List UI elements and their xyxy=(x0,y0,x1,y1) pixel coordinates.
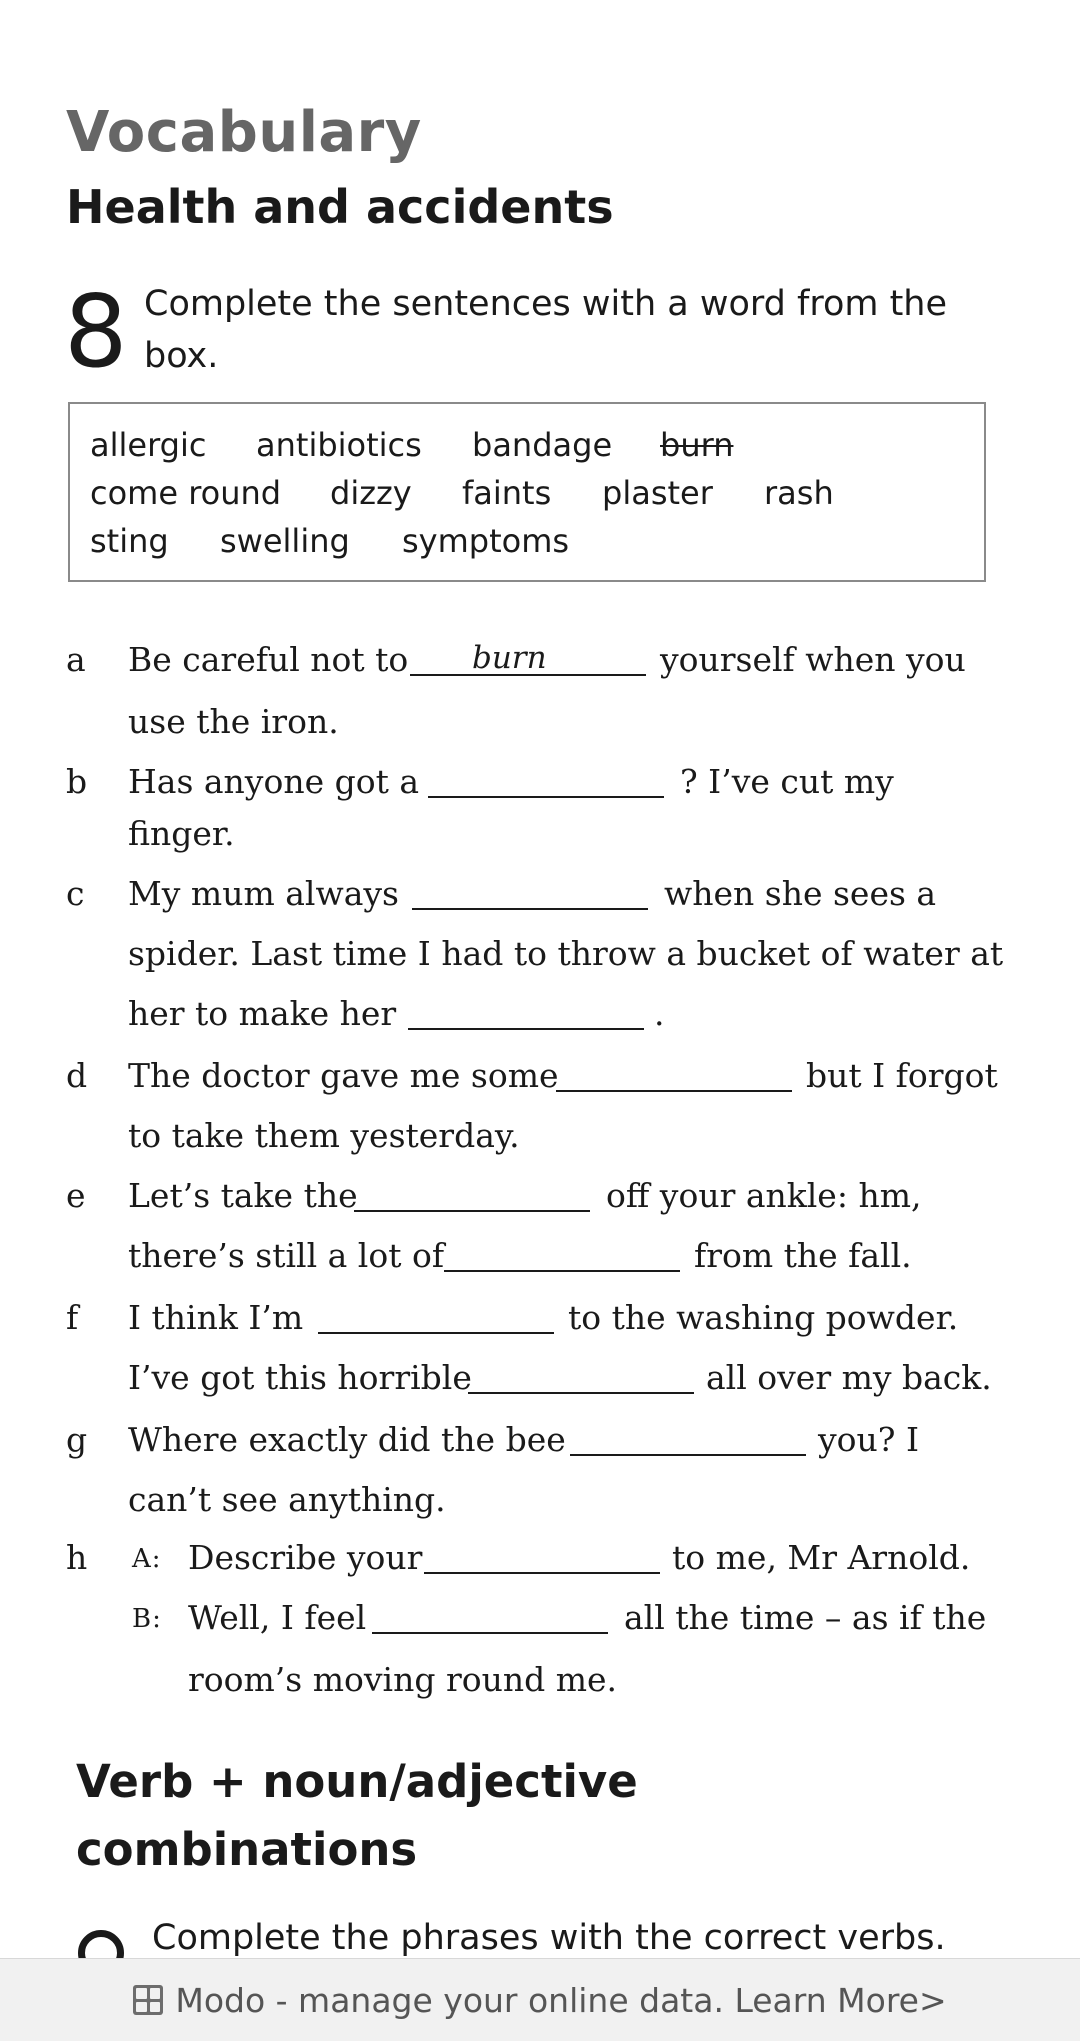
exercise-instruction: Complete the sentences with a word from the box. xyxy=(144,284,948,376)
question-text: . xyxy=(654,994,665,1033)
box-word: sting xyxy=(90,522,169,560)
question-text: off your ankle: hm, xyxy=(606,1176,922,1215)
question-text: but I forgot xyxy=(806,1056,998,1095)
question-text: Where exactly did the bee xyxy=(128,1420,566,1459)
question-letter: b xyxy=(66,762,88,801)
answer-blank[interactable] xyxy=(424,1572,660,1574)
question-text: to take them yesterday. xyxy=(128,1116,520,1155)
question-text: you? I xyxy=(818,1420,919,1459)
exercise-instruction: Complete the phrases with the correct verbs. xyxy=(152,1918,946,1958)
answer-blank[interactable] xyxy=(318,1332,554,1334)
question-text: when she sees a xyxy=(664,874,937,913)
question-text: Let’s take the xyxy=(128,1176,358,1215)
question-text: The doctor gave me some xyxy=(128,1056,559,1095)
answer-blank[interactable] xyxy=(556,1090,792,1092)
box-word: bandage xyxy=(472,426,613,464)
question-text: all over my back. xyxy=(706,1358,992,1397)
question-text: I think I’m xyxy=(128,1298,304,1337)
question-letter: f xyxy=(66,1298,79,1337)
word-box xyxy=(68,402,986,582)
answer-blank[interactable] xyxy=(354,1210,590,1212)
question-text: to me, Mr Arnold. xyxy=(672,1538,971,1577)
answer-blank[interactable] xyxy=(372,1632,608,1634)
modo-logo-icon xyxy=(133,1985,163,2015)
box-word: come round xyxy=(90,474,282,512)
question-text: can’t see anything. xyxy=(128,1480,446,1519)
question-text: finger. xyxy=(128,814,235,853)
section-subheading: Health and accidents xyxy=(66,180,614,234)
answer-blank[interactable] xyxy=(412,908,648,910)
box-word: symptoms xyxy=(402,522,570,560)
question-text: ? I’ve cut my xyxy=(680,762,894,801)
question-letter: c xyxy=(66,874,85,913)
answer-example: burn xyxy=(472,640,547,676)
box-word-crossed-out: burn xyxy=(660,426,734,464)
box-word: plaster xyxy=(602,474,713,512)
question-letter: d xyxy=(66,1056,88,1095)
answer-blank[interactable] xyxy=(468,1392,694,1394)
question-letter: a xyxy=(66,640,86,679)
speaker-label: A: xyxy=(132,1544,162,1574)
box-word: faints xyxy=(462,474,552,512)
question-text: I’ve got this horrible xyxy=(128,1358,472,1397)
question-text: yourself when you xyxy=(660,640,966,679)
section-heading: Vocabulary xyxy=(66,100,422,165)
question-text: room’s moving round me. xyxy=(188,1660,618,1699)
question-text: spider. Last time I had to throw a bucket of water at xyxy=(128,934,1004,973)
answer-blank[interactable] xyxy=(408,1028,644,1030)
ad-banner-text[interactable]: Modo - manage your online data. Learn More> xyxy=(175,1980,947,2020)
section-heading-verb-noun: Verb + noun/adjective combinations xyxy=(76,1755,638,1876)
question-text: Be careful not to xyxy=(128,640,409,679)
answer-blank[interactable] xyxy=(428,796,664,798)
question-text: Has anyone got a xyxy=(128,762,420,801)
question-letter: g xyxy=(66,1420,88,1459)
box-word: rash xyxy=(764,474,834,512)
speaker-label: B: xyxy=(132,1604,162,1634)
question-text: to the washing powder. xyxy=(568,1298,959,1337)
question-letter: e xyxy=(66,1176,86,1215)
question-text: Well, I feel xyxy=(188,1598,367,1637)
question-text: her to make her xyxy=(128,994,397,1033)
ad-banner[interactable] xyxy=(0,1958,1080,2041)
answer-blank[interactable] xyxy=(444,1270,680,1272)
question-text: all the time – as if the xyxy=(624,1598,987,1637)
answer-blank[interactable] xyxy=(570,1454,806,1456)
box-word: allergic xyxy=(90,426,207,464)
box-word: dizzy xyxy=(330,474,412,512)
question-text: use the iron. xyxy=(128,702,339,741)
exercise-number: 8 xyxy=(64,273,128,390)
box-word: antibiotics xyxy=(256,426,422,464)
question-text: from the fall. xyxy=(694,1236,912,1275)
question-text: there’s still a lot of xyxy=(128,1236,445,1275)
question-text: My mum always xyxy=(128,874,399,913)
question-letter: h xyxy=(66,1538,88,1577)
question-text: Describe your xyxy=(188,1538,423,1577)
answer-blank[interactable] xyxy=(410,674,646,676)
box-word: swelling xyxy=(220,522,350,560)
